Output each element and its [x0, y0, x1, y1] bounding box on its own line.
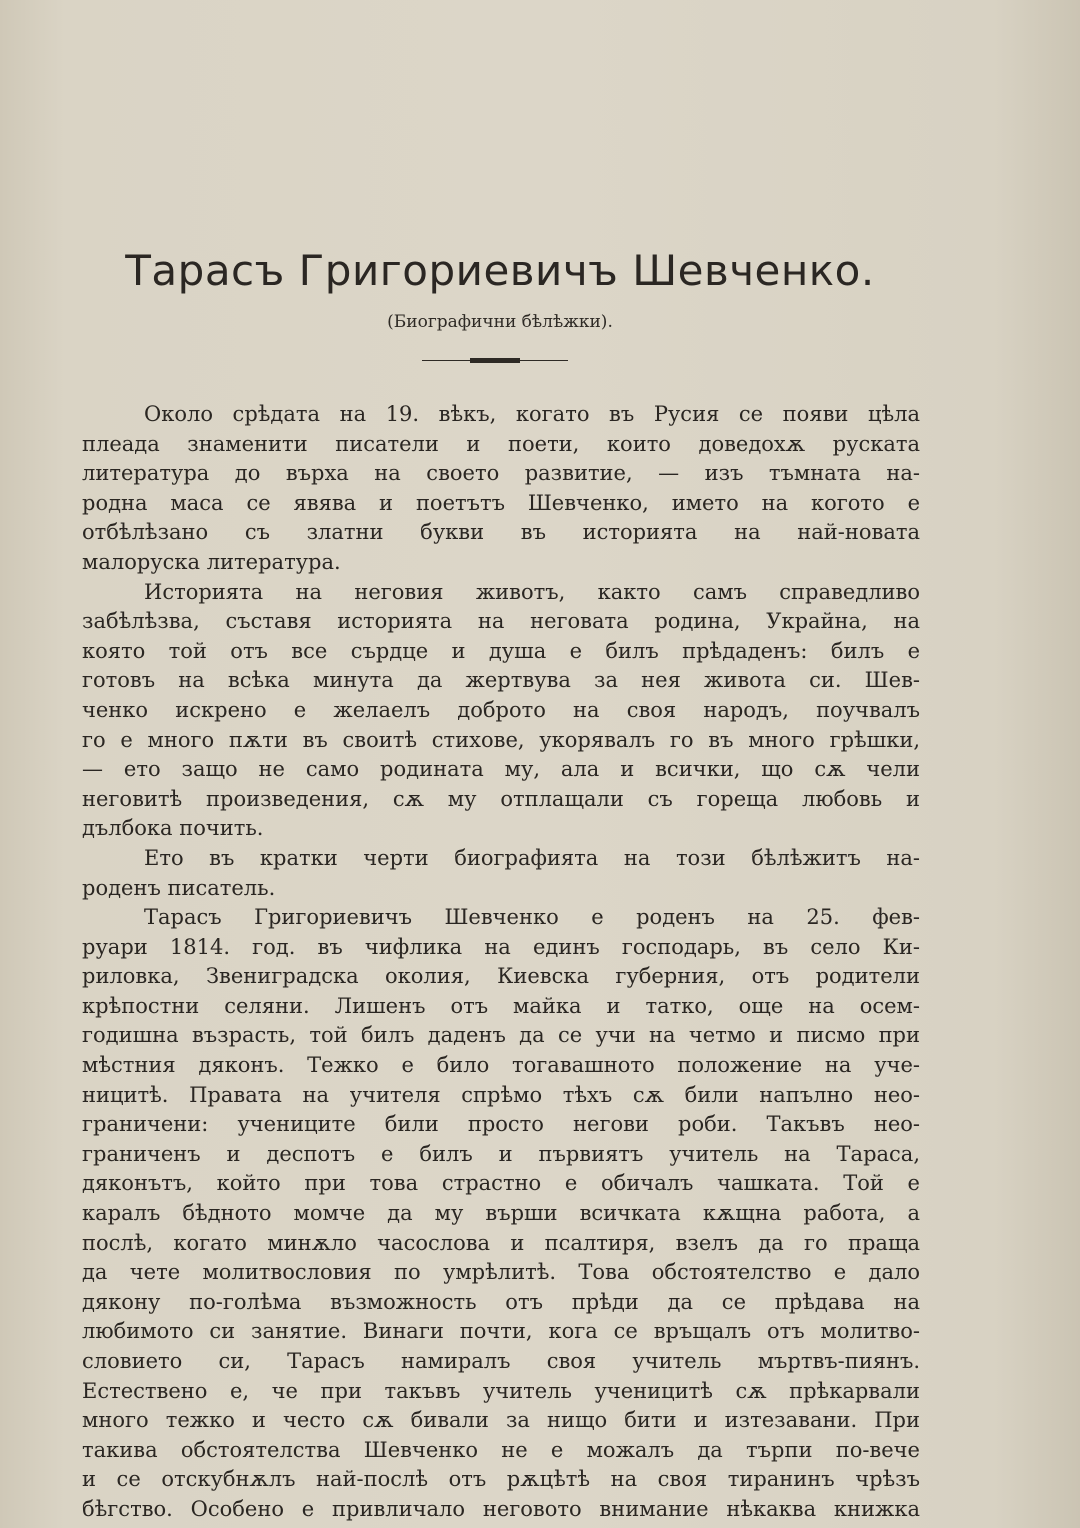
body-line: любимото си занятие. Винаги почти, кога се връщалъ отъ молитво-: [82, 1319, 920, 1344]
body-line: каралъ бѣдното момче да му върши всичката кѫщна работа, а: [82, 1201, 920, 1226]
body-line: да чете молитвословия по умрѣлитѣ. Това обстоятелство е дало: [82, 1260, 920, 1285]
body-line: родна маса се явява и поетътъ Шевченко, името на когото е: [82, 490, 920, 515]
body-line: крѣпостни селяни. Лишенъ отъ майка и татко, още на осем-: [82, 993, 920, 1018]
body-line: граниченъ и деспотъ е билъ и първиятъ учитель на Тараса,: [82, 1141, 920, 1166]
body-line: го е много пѫти въ своитѣ стихове, укорявалъ го въ много грѣшки,: [82, 727, 920, 752]
body-line: Историята на неговия животъ, както самъ справедливо: [144, 579, 920, 604]
body-line: — ето защо не само родината му, ала и всички, що сѫ чели: [82, 757, 920, 782]
body-line: руари 1814. год. въ чифлика на единъ господарь, въ село Ки-: [82, 934, 920, 959]
body-line: плеада знаменити писатели и поети, които доведохѫ руската: [82, 431, 920, 456]
body-line: отбѣлѣзано съ златни букви въ историята на най-новата: [82, 520, 920, 545]
body-line: забѣлѣзва, съставя историята на неговата родина, Украйна, на: [82, 609, 920, 634]
body-line: бѣгство. Особено е привличало неговото внимание нѣкаква книжка: [82, 1496, 920, 1521]
body-line: дяконътъ, който при това страстно е обичалъ чашката. Той е: [82, 1171, 920, 1196]
body-line: Естествено е, че при такъвъ учитель ученицитѣ сѫ прѣкарвали: [82, 1378, 920, 1403]
article-subtitle: (Биографични бѣлѣжки).: [387, 312, 613, 332]
body-line: Тарасъ Григориевичъ Шевченко е роденъ на 25. фев-: [144, 905, 920, 930]
body-line: ницитѣ. Правата на учителя спрѣмо тѣхъ сѫ били напълно нео-: [82, 1082, 920, 1107]
body-line: литература до върха на своето развитие, — изъ тъмната на-: [82, 461, 920, 486]
body-line: неговитѣ произведения, сѫ му отплащали съ гореща любовь и: [82, 786, 920, 811]
body-line: много тежко и често сѫ бивали за нищо бити и изтезавани. При: [82, 1408, 920, 1433]
body-line: роденъ писатель.: [82, 875, 276, 900]
body-line: такива обстоятелства Шевченко не е можалъ да търпи по-вече: [82, 1437, 920, 1462]
body-line: готовъ на всѣка минута да жертвува за нея живота си. Шев-: [82, 668, 920, 693]
body-line: мѣстния дяконъ. Тежко е било тогавашното положение на уче-: [82, 1053, 920, 1078]
body-line: Ето въ кратки черти биографията на този бѣлѣжитъ на-: [144, 845, 920, 870]
body-line: Около срѣдата на 19. вѣкъ, когато въ Русия се появи цѣла: [144, 402, 920, 426]
body-line: дякону по-голѣма възможность отъ прѣди да се прѣдава на: [82, 1289, 920, 1314]
body-line: дълбока почить.: [82, 816, 264, 841]
body-line: малоруска литература.: [82, 549, 341, 574]
article-body: [82, 400, 920, 1525]
body-line: годишна възрасть, той билъ даденъ да се учи на четмо и писмо при: [82, 1023, 920, 1048]
body-line: и се отскубнѫлъ най-послѣ отъ рѫцѣтѣ на своя тиранинъ чрѣзъ: [82, 1467, 920, 1492]
body-line: послѣ, когато минѫло часослова и псалтиря, взелъ да го праща: [82, 1230, 920, 1255]
body-line: риловка, Звенигрaдска околия, Киевска губерния, отъ родители: [82, 964, 920, 989]
body-line: словието си, Тарасъ намиралъ своя учитель мъртвъ-пиянъ.: [82, 1349, 920, 1373]
body-line: граничени: учениците били просто негови роби. Такъвъ нео-: [82, 1112, 920, 1137]
article-title: Тарасъ Григориевичъ Шевченко.: [125, 246, 875, 295]
body-line: ченко искрено е желаелъ доброто на своя народъ, поучвалъ: [82, 697, 920, 722]
body-line: която той отъ все сърдце и душа е билъ прѣдаденъ: билъ е: [82, 638, 920, 663]
title-ornament-divider: [422, 358, 568, 364]
